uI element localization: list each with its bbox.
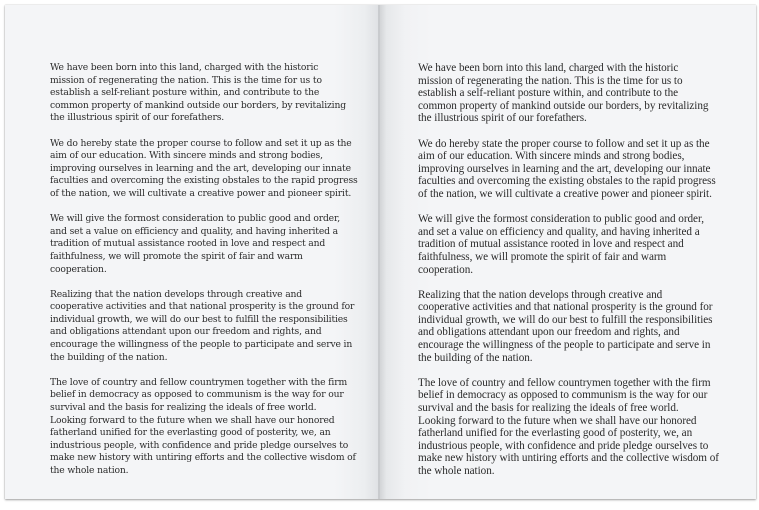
paragraph: We will give the formost consideration to public good and order, and set a value on efficiency and quality, and having inherited a tradition of mutual assistance rooted in love and respect and faithfulness, we will promote the spirit of fair and warm cooperation. (50, 213, 340, 275)
paragraph: Realizing that the nation develops through creative and cooperative activities and that national prosperity is the ground for individual growth, we will do our best to fulfill the responsibilities and obligations attendant upon our freedom and rights, and encourage the willingness of the people to participate and serve in the building of the nation. (418, 288, 713, 364)
paragraph: The love of country and fellow countrymen together with the firm belief in democracy as opposed to communism is the way for our survival and the basis for realizing the ideals of free world. Looking forward to the future when we shall have our honored fatherland unified for the everlasting good of posterity, we, an industrious people, with confidence and pride pledge ourselves to make new history with untiring efforts and the collective wisdom of the whole nation. (50, 376, 356, 476)
paragraph: We have been born into this land, charged with the historic mission of regenerating the nation. This is the time for us to establish a self-reliant posture within, and contribute to the common property of mankind outside our borders, by revitalizing the illustrious spirit of our forefathers. (50, 62, 346, 124)
paragraph: We do hereby state the proper course to follow and set it up as the aim of our education. With sincere minds and strong bodies, improving ourselves in learning and the art, developing our innate faculties and overcoming the existing obstales to the rapid progress of the nation, we will cultivate a creative power and pioneer spirit. (418, 137, 716, 200)
paragraph: We will give the formost consideration to public good and order, and set a value on efficiency and quality, and having inherited a tradition of mutual assistance rooted in love and respect and faithfulness, we will promote the spirit of fair and warm cooperation. (418, 213, 704, 276)
paragraph: The love of country and fellow countrymen together with the firm belief in democracy as opposed to communism is the way for our survival and the basis for realizing the ideals of free world. Looking forward to the future when we shall have our honored fatherland unified for the everlasting good of posterity, we, an industrious people, with confidence and pride pledge ourselves to make new history with untiring efforts and the collective wisdom of the whole nation. (418, 376, 719, 477)
left-page (5, 5, 379, 499)
left-page-text (50, 62, 370, 490)
paragraph: We have been born into this land, charged with the historic mission of regenerating the nation. This is the time for us to establish a self-reliant posture within, and contribute to the common property of mankind outside our borders, by revitalizing the illustrious spirit of our forefathers. (418, 62, 709, 125)
paragraph: Realizing that the nation develops through creative and cooperative activities and that national prosperity is the ground for individual growth, we will do our best to fulfill the responsibilities and obligations attendant upon our freedom and rights, and encourage the willingness of the people to participate and serve in the building of the nation. (50, 288, 355, 363)
right-page-text (418, 62, 743, 490)
paragraph: We do hereby state the proper course to follow and set it up as the aim of our education. With sincere minds and strong bodies, improving ourselves in learning and the art, developing our innate faculties and overcoming the existing obstales to the rapid progress of the nation, we will cultivate a creative power and pioneer spirit. (50, 137, 358, 199)
book-spine (378, 5, 380, 499)
